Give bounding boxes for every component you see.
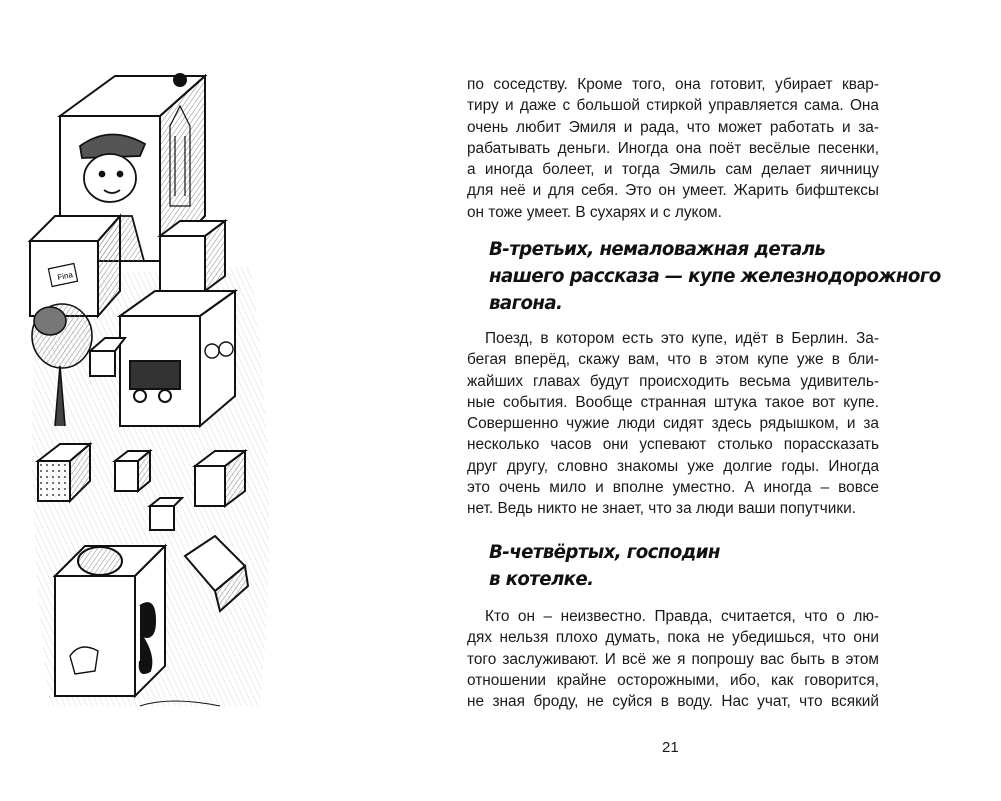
paragraph-line: несколько часов они успевают столько порассказать [467,436,879,454]
paragraph-line: того заслуживают. И всё же я попрошу вас быть в этом [467,650,879,668]
paragraph-line: а иногда болеет, и тогда Эмиль сам делает яичницу [467,161,879,179]
paragraph-line: жайших главах будут происходить весьма удивитель- [467,372,879,390]
paragraph-line: Кто он – неизвестно. Правда, считается, что о лю- [485,608,879,625]
paragraph-line: по соседству. Кроме того, она готовит, убирает квар- [467,76,879,93]
cube-lower-2 [195,451,245,506]
paragraph-line: рабатывать деньги. Иногда она поёт весёлые песенки, [467,139,879,157]
paragraph-line: отношении крайне осторожными, ибо, как говорится, [467,671,879,689]
text-column [467,74,941,711]
paragraph-2 [467,328,879,520]
paragraph-line: это очень мило и вполне уместно. А иногда – вовсе [467,479,879,497]
paragraph-line: он тоже умеет. В сухарях и с луком. [467,203,722,221]
paragraph-line: бегая вперёд, скажу вам, что в этом купе уже в бли- [467,351,879,369]
paragraph-line: очень любит Эмиля и рада, что может работать и за- [467,118,879,136]
section-heading-third [489,236,941,317]
cube-lower-1 [115,451,150,491]
cube-small [160,221,225,291]
paragraph-line: тиру и даже с большой стиркой управляется сама. Она [467,97,879,115]
paragraph-3 [467,606,879,712]
heading-line: В-четвёртых, господин [489,542,720,563]
paragraph-line: не зная броду, не суйся в воду. Нас учат, что всякий [467,693,879,711]
cube-ticket [30,216,120,316]
paragraph-line: ные события. Вообще странная штука такое вот купе. [467,393,879,411]
cubes-illustration [20,66,282,716]
ball-icon [173,73,187,87]
paragraph-line: для неё и для себя. Это он умеет. Жарить бифштексы [467,182,879,200]
paragraph-line: друг другу, словно знакомы уже долгие годы. Иногда [467,457,879,475]
heading-line: вагона. [489,293,563,314]
paragraph-line: дях нельзя плохо думать, пока не убедишься, что они [467,629,879,647]
heading-line: нашего рассказа — купе железнодорожного [489,266,941,287]
paragraph-line: Поезд, в котором есть это купе, идёт в Берлин. За- [485,330,879,347]
heading-line: в котелке. [489,569,594,590]
ticket-label: Fina [56,270,74,283]
cube-train [120,291,235,426]
paragraph-1 [467,74,879,223]
paragraph-line: нет. Ведь никто не знает, что за люди ваши попутчики. [467,500,856,518]
section-heading-fourth [489,539,720,593]
heading-line: В-третьих, немаловажная деталь [489,239,826,260]
paragraph-line: Совершенно чужие люди сидят здесь рядышком, и за [467,415,879,433]
cube-bottom [55,546,165,696]
page-number: 21 [662,739,679,756]
